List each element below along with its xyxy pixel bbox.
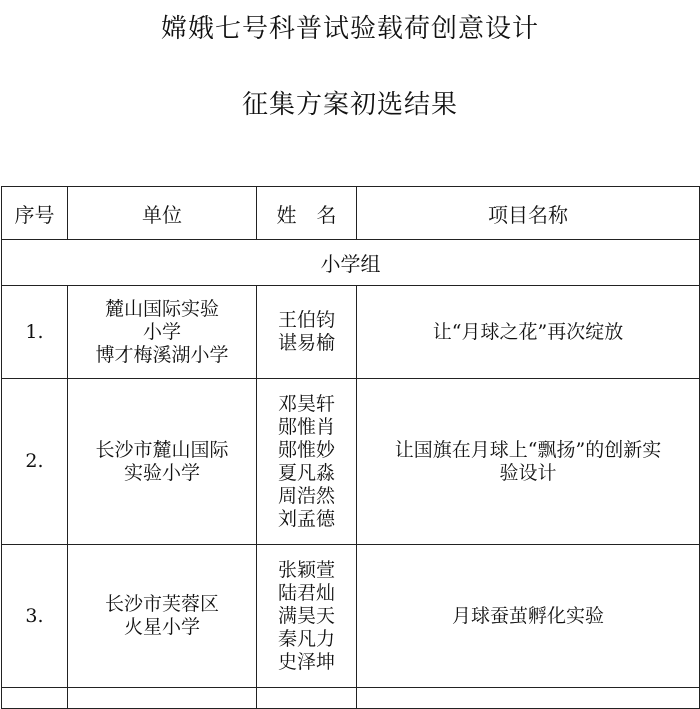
page-title: 嫦娥七号科普试验载荷创意设计 [160,14,539,44]
results-table [1,186,700,709]
member-name: 郧惟肖 [277,415,335,438]
unit-line: 麓山国际实验 [104,297,219,320]
row-index: 2. [2,379,68,545]
member-name: 夏凡淼 [277,461,335,484]
header-index: 序号 [2,187,68,240]
page-subtitle: 征集方案初选结果 [241,90,458,120]
table-row-partial [2,688,700,709]
project-line: 让国旗在月球上“飘扬”的创新实 [394,438,662,461]
row-index: 1. [2,286,68,379]
row-project [357,379,700,545]
unit-line: 博才梅溪湖小学 [95,343,229,366]
row-cell-empty [68,688,257,709]
row-cell-empty [357,688,700,709]
row-project [357,545,700,688]
row-project [357,286,700,379]
member-name: 史泽坤 [277,650,335,673]
row-index: 3. [2,545,68,688]
unit-line: 长沙市麓山国际 [95,438,229,461]
unit-line: 火星小学 [123,616,200,638]
member-name: 陆君灿 [277,581,335,604]
table-row [2,545,700,688]
row-unit [68,286,257,379]
member-name: 邓昊轩 [277,392,335,415]
member-name: 刘孟德 [277,507,335,530]
member-name: 谌易榆 [277,332,335,354]
member-name: 周浩然 [277,484,335,507]
member-name: 秦凡力 [277,627,335,650]
row-unit [68,379,257,545]
unit-line: 长沙市芙蓉区 [104,593,219,615]
unit-line: 实验小学 [123,461,200,484]
member-name: 满昊天 [277,604,335,627]
header-project: 项目名称 [357,187,700,240]
row-cell-empty [2,688,68,709]
table-header-row [2,187,700,240]
member-name: 张颖萱 [277,558,335,581]
project-line: 让“月球之花”再次绽放 [432,320,624,343]
row-names [257,545,357,688]
row-names [257,379,357,545]
group-label: 小学组 [2,240,700,286]
row-cell-empty [257,688,357,709]
row-unit [68,545,257,688]
member-name: 郧惟妙 [277,438,335,461]
table-row [2,286,700,379]
project-line: 验设计 [499,461,557,484]
row-names [257,286,357,379]
header-unit: 单位 [68,187,257,240]
unit-line: 小学 [142,320,181,343]
header-name: 姓 名 [257,187,357,240]
group-row [2,240,700,286]
table-row [2,379,700,545]
project-line: 月球蚕茧孵化实验 [451,604,604,627]
member-name: 王伯钧 [277,309,335,331]
